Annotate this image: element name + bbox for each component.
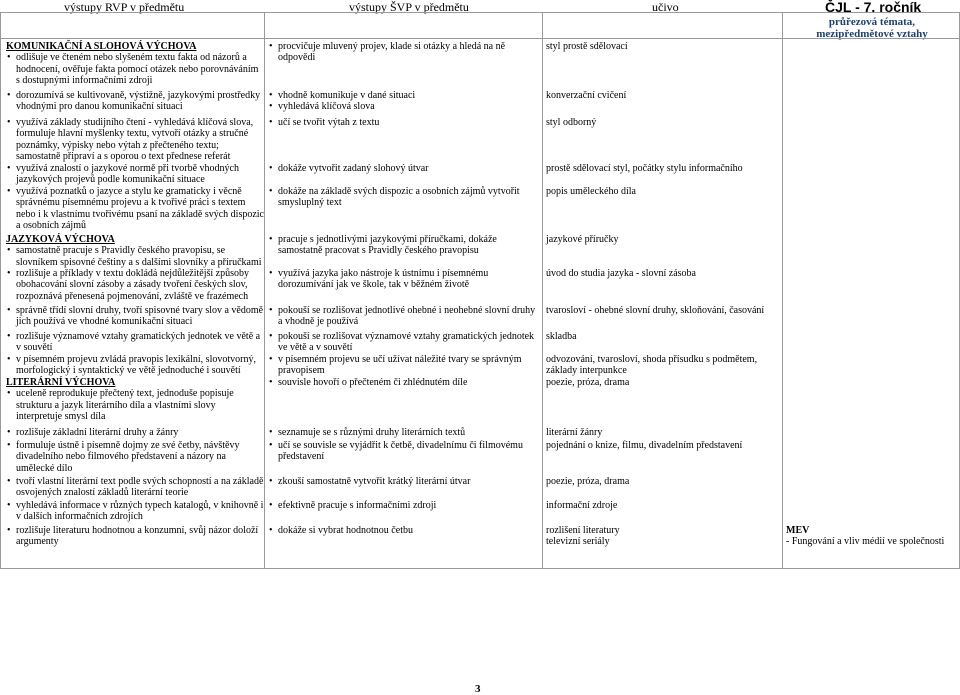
svp-outcome-cell: [268, 354, 540, 377]
curriculum-content-text: styl odborný: [546, 117, 597, 128]
curriculum-content-text: literární žánry: [546, 427, 603, 438]
svp-outcome-bullet: • vyhledává klíčová slova: [268, 101, 540, 112]
rvp-outcome-bullet: • formuluje ústně i písemně dojmy ze své četby, návštěvy divadelního nebo filmového představení a názory na umělecké dílo: [6, 440, 264, 474]
rvp-outcome-bullet: • využívá znalostí o jazykové normě při tvorbě vhodných jazykových projevů podle komunikační situace: [6, 163, 264, 186]
curriculum-content-text: informační zdroje: [546, 500, 618, 511]
grade-title: ČJL - 7. ročník: [825, 0, 922, 15]
rvp-outcome-bullet: • rozlišuje základní literární druhy a žánry: [6, 427, 264, 438]
svp-outcome-cell: [268, 377, 540, 388]
rvp-outcome-bullet: • správně třídí slovní druhy, tvoří spisovné tvary slov a vědomě jich používá ve vhodné komunikační situaci: [6, 305, 264, 328]
svp-outcome-cell: [268, 186, 540, 209]
rvp-outcome-cell: [6, 427, 264, 438]
rvp-outcome-cell: [6, 500, 264, 523]
rvp-outcome-cell: [6, 234, 264, 268]
svp-outcome-cell: [268, 268, 540, 291]
rvp-outcome-bullet: • využívá poznatků o jazyce a stylu ke gramaticky i věcně správnému písemnému projevu a k tvořivé práci s textem nebo i k vlastnímu tvořivému psaní na základě svých dispozic a osobních zájmů: [6, 186, 264, 232]
svp-outcome-bullet: • dokáže na základě svých dispozic a osobních zájmů vytvořit smysluplný text: [268, 186, 540, 209]
header-col-cross-line1: průřezová témata,: [828, 16, 916, 28]
rvp-outcome-cell: [6, 476, 264, 499]
svp-outcome-bullet: • seznamuje se s různými druhy literárních textů: [268, 427, 540, 438]
curriculum-content-cell: [546, 440, 778, 451]
curriculum-content-text: televizní seriály: [546, 536, 610, 548]
section-heading: LITERÁRNÍ VÝCHOVA: [6, 377, 116, 388]
header-col-rvp: výstupy RVP v předmětu: [64, 0, 185, 14]
svp-outcome-cell: [268, 476, 540, 487]
svp-outcome-cell: [268, 90, 540, 113]
rvp-outcome-bullet: • samostatně pracuje s Pravidly českého pravopisu, se slovníkem spisovné češtiny a s dalšími slovníky a příručkami: [6, 245, 264, 268]
rvp-outcome-bullet: • vyhledává informace v různých typech katalogů, v knihovně i v dalších informačních zdrojích: [6, 500, 264, 523]
curriculum-content-cell: [546, 41, 778, 52]
rvp-outcome-bullet: • odlišuje ve čteném nebo slyšeném textu fakta od názorů a hodnocení, ověřuje fakta pomocí otázek nebo porovnáváním s dostupnými informačními zdroji: [6, 52, 264, 86]
curriculum-content-text: skladba: [546, 331, 577, 342]
curriculum-content-cell: [546, 427, 778, 438]
col-divider-1: [264, 12, 265, 568]
svp-outcome-cell: [268, 234, 540, 257]
rvp-outcome-bullet: • využívá základy studijního čtení - vyhledává klíčová slova, formuluje hlavní myšlenky textu, vytvoří otázky a stručné poznámky, výpisky nebo výtah z přečteného textu; samostatně připraví a s oporou o text přednese referát: [6, 117, 264, 163]
curriculum-content-text: poezie, próza, drama: [546, 476, 630, 487]
curriculum-content-cell: [546, 331, 778, 342]
curriculum-content-text: poezie, próza, drama: [546, 377, 630, 388]
svp-outcome-bullet: • dokáže si vybrat hodnotnou četbu: [268, 525, 540, 536]
rvp-outcome-cell: [6, 305, 264, 328]
svp-outcome-bullet: • dokáže vytvořit zadaný slohový útvar: [268, 163, 540, 174]
svp-outcome-bullet: • v písemném projevu se učí užívat náležité tvary se správným pravopisem: [268, 354, 540, 377]
svp-outcome-cell: [268, 500, 540, 511]
svp-outcome-cell: [268, 41, 540, 64]
col-divider-3: [782, 12, 783, 568]
curriculum-content-text: popis uměleckého díla: [546, 186, 636, 197]
svp-outcome-cell: [268, 163, 540, 174]
curriculum-content-text: úvod do studia jazyka - slovní zásoba: [546, 268, 696, 279]
svp-outcome-cell: [268, 525, 540, 536]
rvp-outcome-cell: [6, 41, 264, 87]
header-col-cross-topics: [784, 16, 960, 40]
svp-outcome-bullet: • efektivně pracuje s informačními zdroji: [268, 500, 540, 511]
curriculum-content-text: rozlišení literatury: [546, 525, 620, 536]
curriculum-content-cell: [546, 90, 778, 101]
rvp-outcome-cell: [6, 354, 264, 377]
header-col-cross-line2: mezipředmětové vztahy: [816, 28, 928, 40]
rvp-outcome-cell: [6, 117, 264, 163]
rvp-outcome-cell: [6, 268, 264, 302]
svp-outcome-cell: [268, 117, 540, 128]
rvp-outcome-cell: [6, 163, 264, 186]
curriculum-content-text: prostě sdělovací styl, počátky stylu informačního: [546, 163, 743, 174]
page-number: 3: [475, 683, 481, 695]
rvp-outcome-bullet: • dorozumívá se kultivovaně, výstižně, jazykovými prostředky vhodnými pro danou komunikační situaci: [6, 90, 264, 113]
rvp-outcome-cell: [6, 377, 264, 423]
table-top-border: [0, 12, 960, 13]
curriculum-content-text: jazykové příručky: [546, 234, 619, 245]
cross-topics-text: - Fungování a vliv médií ve společnosti: [786, 536, 945, 548]
curriculum-content-cell: [546, 500, 778, 511]
svp-outcome-cell: [268, 305, 540, 328]
rvp-outcome-cell: [6, 331, 264, 354]
header-col-ucivo: učivo: [652, 0, 679, 14]
svp-outcome-bullet: • využívá jazyka jako nástroje k ústnímu i písemnému dorozumívání jak ve škole, tak v běžném životě: [268, 268, 540, 291]
col-divider-0: [0, 12, 1, 568]
curriculum-content-cell: [546, 525, 778, 548]
svp-outcome-bullet: • pokouší se rozlišovat jednotlivé ohebné i neohebné slovní druhy a vhodně je používá: [268, 305, 540, 328]
rvp-outcome-cell: [6, 525, 264, 548]
svp-outcome-bullet: • vhodně komunikuje v dané situaci: [268, 90, 540, 101]
rvp-outcome-cell: [6, 440, 264, 474]
curriculum-content-cell: [546, 305, 778, 316]
rvp-outcome-bullet: • rozlišuje literaturu hodnotnou a konzumní, svůj názor doloží argumenty: [6, 525, 264, 548]
section-heading: KOMUNIKAČNÍ A SLOHOVÁ VÝCHOVA: [6, 41, 197, 52]
curriculum-content-cell: [546, 476, 778, 487]
curriculum-content-text: pojednání o knize, filmu, divadelním představení: [546, 440, 743, 451]
rvp-outcome-cell: [6, 90, 264, 113]
curriculum-content-cell: [546, 377, 778, 388]
col-divider-2: [542, 12, 543, 568]
svp-outcome-bullet: • učí se souvisle se vyjádřit k četbě, divadelnímu či filmovému představení: [268, 440, 540, 463]
svp-outcome-cell: [268, 427, 540, 438]
curriculum-content-cell: [546, 354, 778, 377]
header-col-svp: výstupy ŠVP v předmětu: [349, 0, 469, 14]
svp-outcome-bullet: • procvičuje mluvený projev, klade si otázky a hledá na ně odpovědi: [268, 41, 540, 64]
svp-outcome-bullet: • zkouší samostatně vytvořit krátký literární útvar: [268, 476, 540, 487]
curriculum-content-text: tvarosloví - ohebné slovní druhy, skloňování, časování: [546, 305, 765, 316]
cross-topic-code: MEV: [786, 525, 810, 536]
curriculum-content-cell: [546, 163, 778, 174]
rvp-outcome-bullet: • uceleně reprodukuje přečtený text, jednoduše popisuje strukturu a jazyk literárního díla a vlastními slovy interpretuje smysl díla: [6, 388, 264, 422]
svp-outcome-bullet: • pracuje s jednotlivými jazykovými příručkami, dokáže samostatně pracovat s Pravidly českého pravopisu: [268, 234, 540, 257]
curriculum-content-cell: [546, 234, 778, 245]
rvp-outcome-cell: [6, 186, 264, 232]
cross-topics-cell: [786, 525, 958, 548]
section-heading: JAZYKOVÁ VÝCHOVA: [6, 234, 115, 245]
curriculum-content-text: styl prostě sdělovací: [546, 41, 628, 52]
header-separator: [0, 38, 960, 39]
curriculum-content-cell: [546, 268, 778, 279]
rvp-outcome-bullet: • tvoří vlastní literární text podle svých schopností a na základě osvojených znalostí základů literární teorie: [6, 476, 264, 499]
svp-outcome-cell: [268, 440, 540, 463]
svp-outcome-bullet: • učí se tvořit výtah z textu: [268, 117, 540, 128]
table-bottom-border: [0, 568, 960, 569]
rvp-outcome-bullet: • v písemném projevu zvládá pravopis lexikální, slovotvorný, morfologický i syntaktický ve větě jednoduché i souvětí: [6, 354, 264, 377]
curriculum-content-cell: [546, 117, 778, 128]
svp-outcome-cell: [268, 331, 540, 354]
curriculum-content-text: odvozování, tvarosloví, shoda přísudku s podmětem, základy interpunkce: [546, 354, 758, 377]
curriculum-content-cell: [546, 186, 778, 197]
svp-outcome-bullet: • souvisle hovoří o přečteném či zhlédnutém díle: [268, 377, 540, 388]
rvp-outcome-bullet: • rozlišuje a příklady v textu dokládá nejdůležitější způsoby obohacování slovní zásoby a zásady tvoření českých slov, rozpoznává přenesená pojmenování, zvláště ve frazémech: [6, 268, 264, 302]
rvp-outcome-bullet: • rozlišuje významové vztahy gramatických jednotek ve větě a v souvětí: [6, 331, 264, 354]
curriculum-content-text: konverzační cvičení: [546, 90, 627, 101]
svp-outcome-bullet: • pokouší se rozlišovat významové vztahy gramatických jednotek ve větě a v souvětí: [268, 331, 540, 354]
